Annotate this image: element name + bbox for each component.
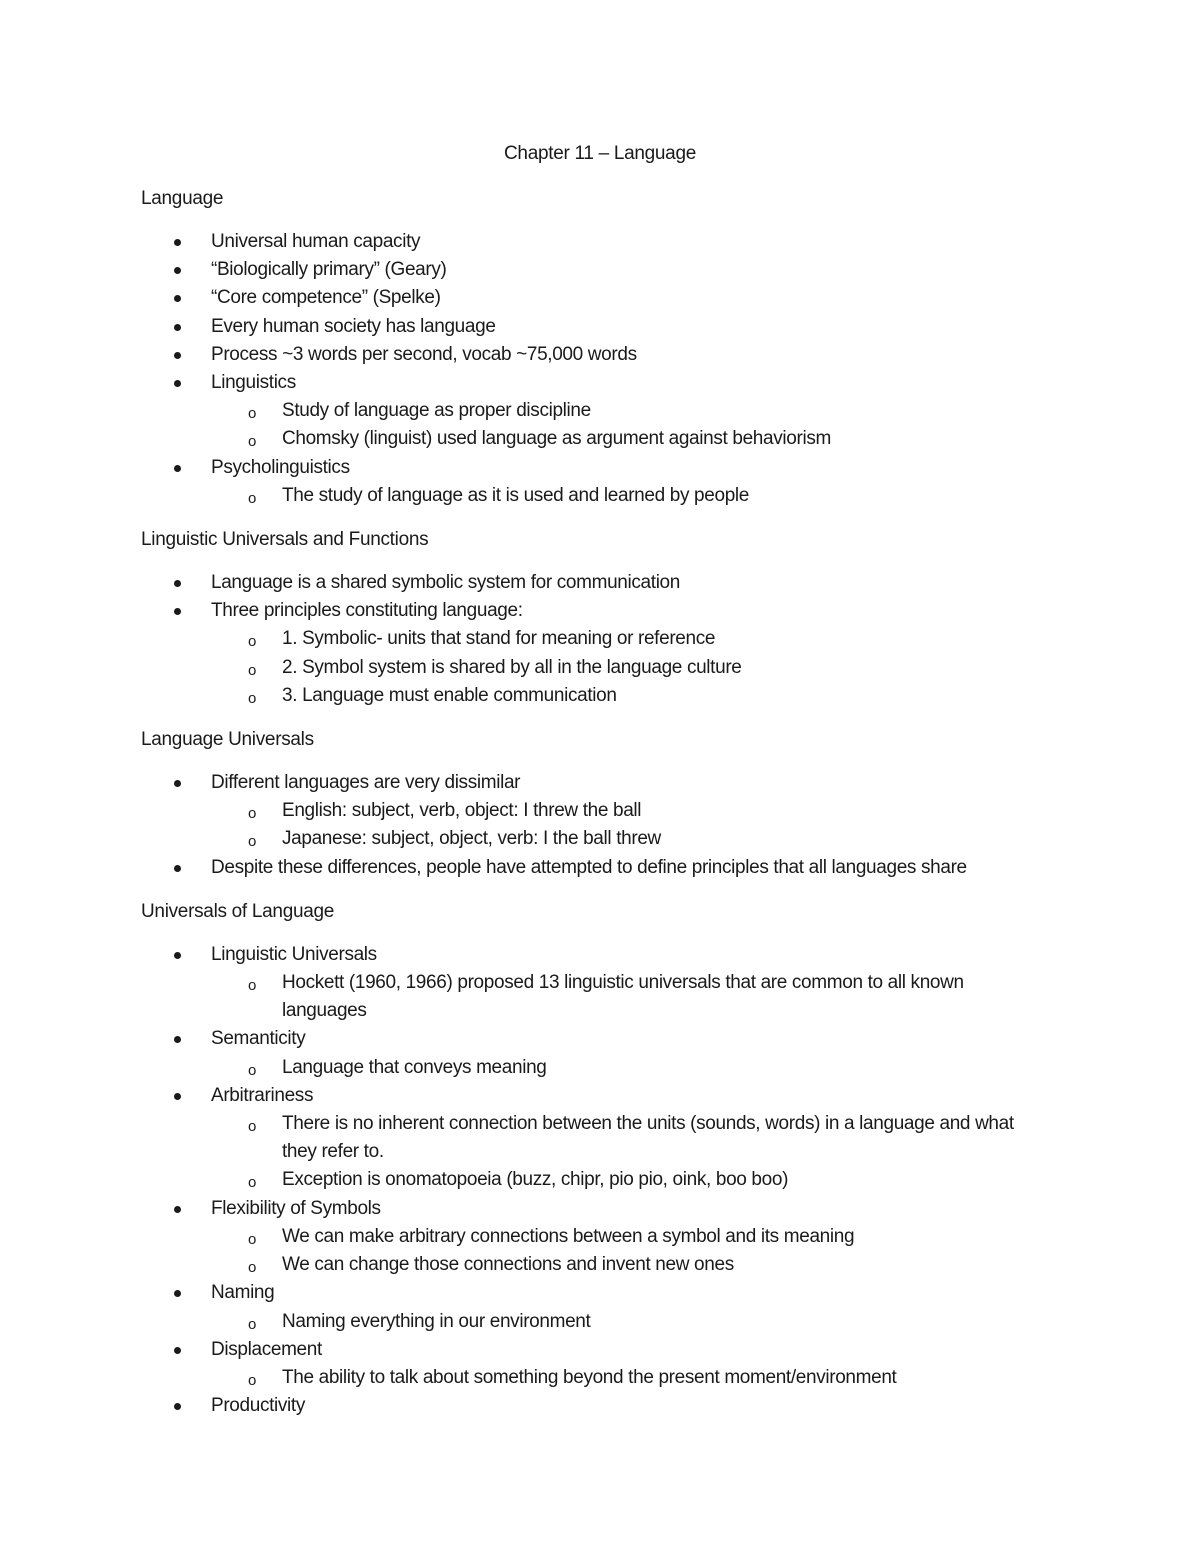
sub-bullet-list (211, 1054, 1041, 1082)
sub-list-item (211, 1364, 1041, 1392)
sub-bullet-list (211, 1308, 1041, 1336)
list-item (141, 1392, 1041, 1420)
sub-list-item-text: We can change those connections and invent new ones (282, 1254, 734, 1276)
list-item (141, 854, 1041, 882)
list-item-text: Productivity (211, 1395, 306, 1417)
hollow-bullet-icon: o (248, 489, 257, 507)
sub-list-item (211, 1166, 1041, 1194)
hollow-bullet-icon: o (248, 633, 257, 651)
bullet-list (141, 228, 1041, 510)
sub-list-item (211, 1110, 1041, 1166)
bullet-dot-icon (174, 352, 181, 359)
section-heading: Linguistic Universals and Functions (141, 529, 429, 551)
sub-list-item (211, 825, 1041, 853)
list-item-text: Arbitrariness (211, 1084, 314, 1106)
list-item (141, 597, 1041, 710)
bullet-dot-icon (174, 1093, 181, 1100)
sub-list-item-text: 3. Language must enable communication (282, 684, 617, 706)
bullet-dot-icon (174, 324, 181, 331)
bullet-dot-icon (174, 239, 181, 246)
sub-bullet-list (211, 1364, 1041, 1392)
bullet-dot-icon (174, 608, 181, 615)
list-item (141, 369, 1041, 454)
list-item (141, 769, 1041, 854)
hollow-bullet-icon: o (248, 1259, 257, 1277)
hollow-bullet-icon: o (248, 661, 257, 679)
sub-bullet-list (211, 797, 1041, 853)
list-item-text: Process ~3 words per second, vocab ~75,000 words (211, 343, 637, 365)
bullet-dot-icon (174, 1347, 181, 1354)
hollow-bullet-icon: o (248, 1061, 257, 1079)
list-item-text: Linguistic Universals (211, 943, 377, 965)
list-item (141, 284, 1041, 312)
hollow-bullet-icon: o (248, 1118, 257, 1136)
sub-bullet-list (211, 482, 1041, 510)
sub-list-item (211, 654, 1041, 682)
list-item-text: “Core competence” (Spelke) (211, 287, 441, 309)
sub-list-item-text: Chomsky (linguist) used language as argument against behaviorism (282, 428, 831, 450)
list-item (141, 1336, 1041, 1392)
list-item-text: Three principles constituting language: (211, 600, 523, 622)
sub-bullet-list (211, 969, 1041, 1025)
sub-list-item-text: English: subject, verb, object: I threw the ball (282, 800, 642, 822)
bullet-dot-icon (174, 1036, 181, 1043)
list-item (141, 569, 1041, 597)
document-body (141, 185, 1041, 1436)
list-item-text: Despite these differences, people have attempted to define principles that all languages share (211, 856, 967, 878)
bullet-dot-icon (174, 580, 181, 587)
list-item-text: Displacement (211, 1338, 322, 1360)
hollow-bullet-icon: o (248, 1371, 257, 1389)
hollow-bullet-icon: o (248, 689, 257, 707)
sub-bullet-list (211, 1110, 1041, 1195)
bullet-dot-icon (174, 1403, 181, 1410)
list-item (141, 941, 1041, 1026)
hollow-bullet-icon: o (248, 1230, 257, 1248)
list-item-text: Linguistics (211, 372, 296, 394)
hollow-bullet-icon: o (248, 1174, 257, 1192)
sub-list-item-text: We can make arbitrary connections between a symbol and its meaning (282, 1225, 855, 1247)
sub-list-item (211, 482, 1041, 510)
list-item-text: Every human society has language (211, 315, 496, 337)
sub-list-item-text: Naming everything in our environment (282, 1310, 591, 1332)
list-item-text: Psycholinguistics (211, 456, 350, 478)
sub-list-item (211, 397, 1041, 425)
bullet-list (141, 569, 1041, 710)
bullet-dot-icon (174, 465, 181, 472)
sub-list-item-text: 2. Symbol system is shared by all in the language culture (282, 656, 742, 678)
list-item (141, 313, 1041, 341)
hollow-bullet-icon: o (248, 405, 257, 423)
sub-list-item-text: Study of language as proper discipline (282, 400, 591, 422)
sub-list-item (211, 797, 1041, 825)
sub-list-item-text: Exception is onomatopoeia (buzz, chipr, pio pio, oink, boo boo) (282, 1169, 789, 1191)
sub-list-item (211, 1054, 1041, 1082)
sub-list-item-text: The ability to talk about something beyond the present moment/environment (282, 1366, 897, 1388)
page-title: Chapter 11 – Language (504, 143, 696, 164)
list-item-text: Naming (211, 1282, 275, 1304)
sub-list-item-text: 1. Symbolic- units that stand for meaning or reference (282, 628, 716, 650)
sub-bullet-list (211, 625, 1041, 710)
sub-list-item-text: The study of language as it is used and learned by people (282, 484, 749, 506)
bullet-dot-icon (174, 865, 181, 872)
bullet-dot-icon (174, 267, 181, 274)
list-item-text: Semanticity (211, 1028, 306, 1050)
list-item (141, 341, 1041, 369)
hollow-bullet-icon: o (248, 833, 257, 851)
list-item-text: Flexibility of Symbols (211, 1197, 381, 1219)
sub-bullet-list (211, 397, 1041, 453)
list-item (141, 1082, 1041, 1195)
sub-list-item (211, 425, 1041, 453)
list-item (141, 1195, 1041, 1280)
bullet-dot-icon (174, 380, 181, 387)
sub-list-item (211, 625, 1041, 653)
sub-bullet-list (211, 1223, 1041, 1279)
list-item-text: “Biologically primary” (Geary) (211, 259, 447, 281)
sub-list-item (211, 1308, 1041, 1336)
bullet-dot-icon (174, 295, 181, 302)
list-item (141, 454, 1041, 510)
sub-list-item (211, 969, 1041, 1025)
bullet-dot-icon (174, 780, 181, 787)
sub-list-item (211, 1251, 1041, 1279)
sub-list-item (211, 682, 1041, 710)
hollow-bullet-icon: o (248, 977, 257, 995)
section-heading: Language Universals (141, 729, 314, 751)
sub-list-item (211, 1223, 1041, 1251)
bullet-dot-icon (174, 952, 181, 959)
list-item-text: Different languages are very dissimilar (211, 772, 521, 794)
sub-list-item-text: Japanese: subject, object, verb: I the ball threw (282, 828, 661, 850)
list-item (141, 1279, 1041, 1335)
list-item-text: Universal human capacity (211, 231, 421, 252)
bullet-list (141, 769, 1041, 882)
bullet-dot-icon (174, 1290, 181, 1297)
section-heading: Language (141, 188, 224, 209)
list-item-text: Language is a shared symbolic system for communication (211, 572, 680, 594)
hollow-bullet-icon: o (248, 1315, 257, 1333)
sub-list-item-text: There is no inherent connection between the units (sounds, words) in a language and what they refer to. (282, 1113, 1014, 1163)
sub-list-item-text: Hockett (1960, 1966) proposed 13 linguistic universals that are common to all known languages (282, 972, 964, 1022)
hollow-bullet-icon: o (248, 433, 257, 451)
bullet-list (141, 941, 1041, 1420)
hollow-bullet-icon: o (248, 805, 257, 823)
sub-list-item-text: Language that conveys meaning (282, 1056, 547, 1078)
list-item (141, 1025, 1041, 1081)
section-heading: Universals of Language (141, 900, 335, 922)
bullet-dot-icon (174, 1206, 181, 1213)
list-item (141, 228, 1041, 256)
list-item (141, 256, 1041, 284)
